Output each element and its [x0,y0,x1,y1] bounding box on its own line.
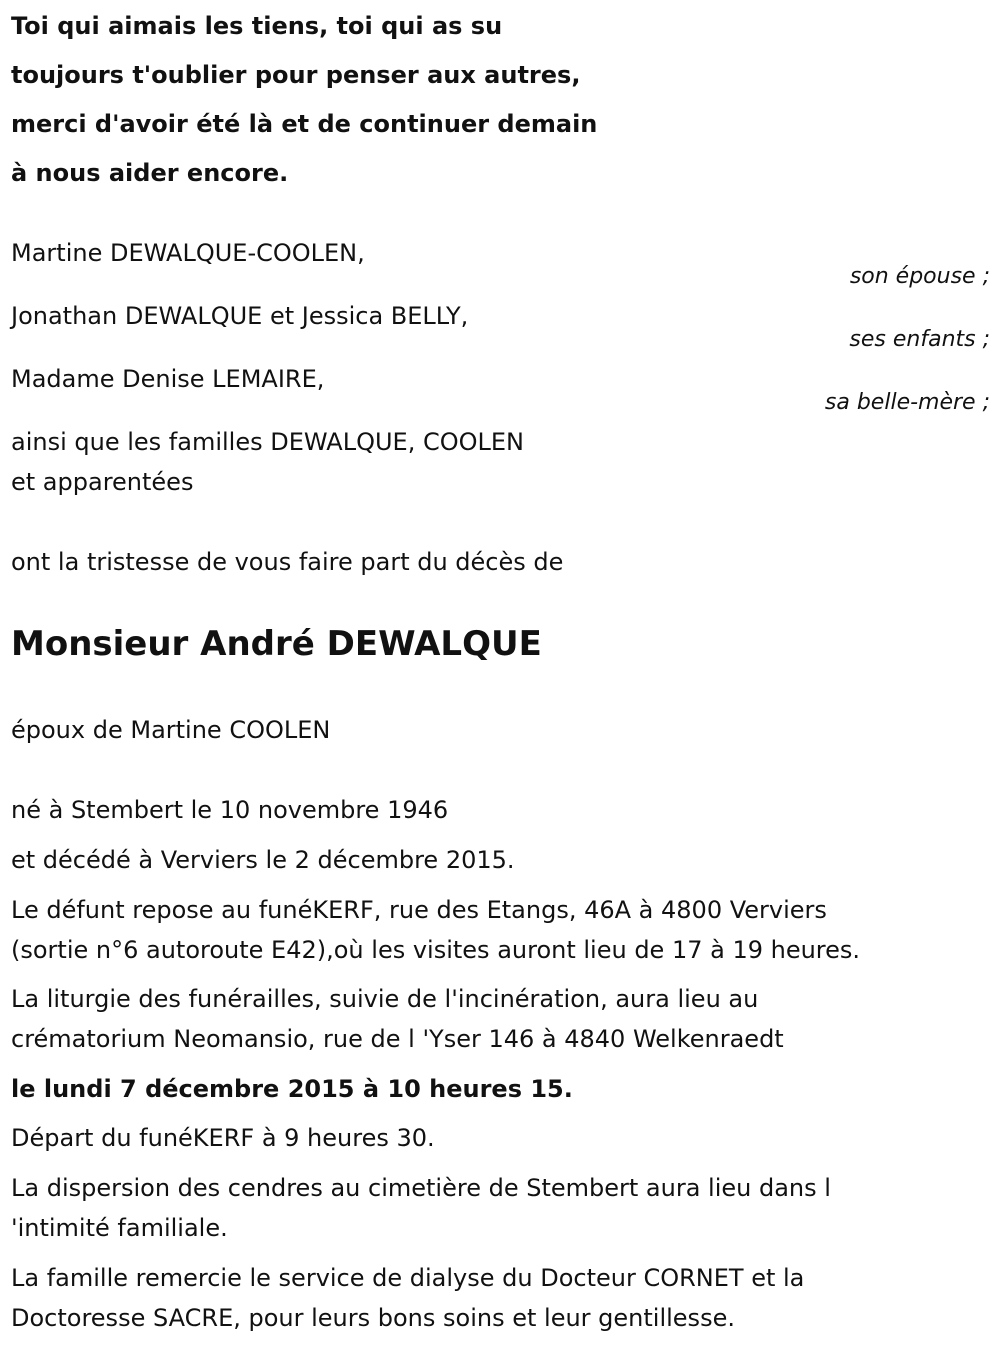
rest-line-1: Le défunt repose au funéKERF, rue des Etangs, 46A à 4800 Verviers [11,896,827,924]
birth-line: né à Stembert le 10 novembre 1946 [11,796,449,824]
rest-line-2: (sortie n°6 autoroute E42),où les visites auront lieu de 17 à 19 heures. [11,936,861,964]
deceased-name: Monsieur André DEWALQUE [11,624,542,664]
families-line-1: ainsi que les familles DEWALQUE, COOLEN [11,428,524,456]
poem-line-2: toujours t'oublier pour penser aux autres, [11,61,581,89]
spouse-line: époux de Martine COOLEN [11,716,331,744]
poem-line-1: Toi qui aimais les tiens, toi qui as su [11,12,503,40]
family-member-name: Madame Denise LEMAIRE, [11,365,325,393]
family-member-relation: ses enfants ; [849,327,990,352]
dispersion-line-1: La dispersion des cendres au cimetière de Stembert aura lieu dans l [11,1174,831,1202]
liturgy-line-2: crématorium Neomansio, rue de l 'Yser 146 à 4840 Welkenraedt [11,1025,784,1053]
dispersion-line-2: 'intimité familiale. [11,1214,228,1242]
family-member-name: Jonathan DEWALQUE et Jessica BELLY, [11,302,469,330]
thanks-line-2: Doctoresse SACRE, pour leurs bons soins et leur gentillesse. [11,1304,735,1332]
poem-line-3: merci d'avoir été là et de continuer demain [11,110,598,138]
thanks-line-1: La famille remercie le service de dialyse du Docteur CORNET et la [11,1264,805,1292]
death-line: et décédé à Verviers le 2 décembre 2015. [11,846,515,874]
family-member-relation: sa belle-mère ; [824,390,990,415]
liturgy-line-1: La liturgie des funérailles, suivie de l'incinération, aura lieu au [11,985,759,1013]
families-line-2: et apparentées [11,468,194,496]
poem-line-4: à nous aider encore. [11,159,289,187]
family-member-name: Martine DEWALQUE-COOLEN, [11,239,365,267]
ceremony-date: le lundi 7 décembre 2015 à 10 heures 15. [11,1075,573,1103]
family-member-relation: son épouse ; [849,264,990,289]
departure-line: Départ du funéKERF à 9 heures 30. [11,1124,435,1152]
announcement: ont la tristesse de vous faire part du décès de [11,548,564,576]
